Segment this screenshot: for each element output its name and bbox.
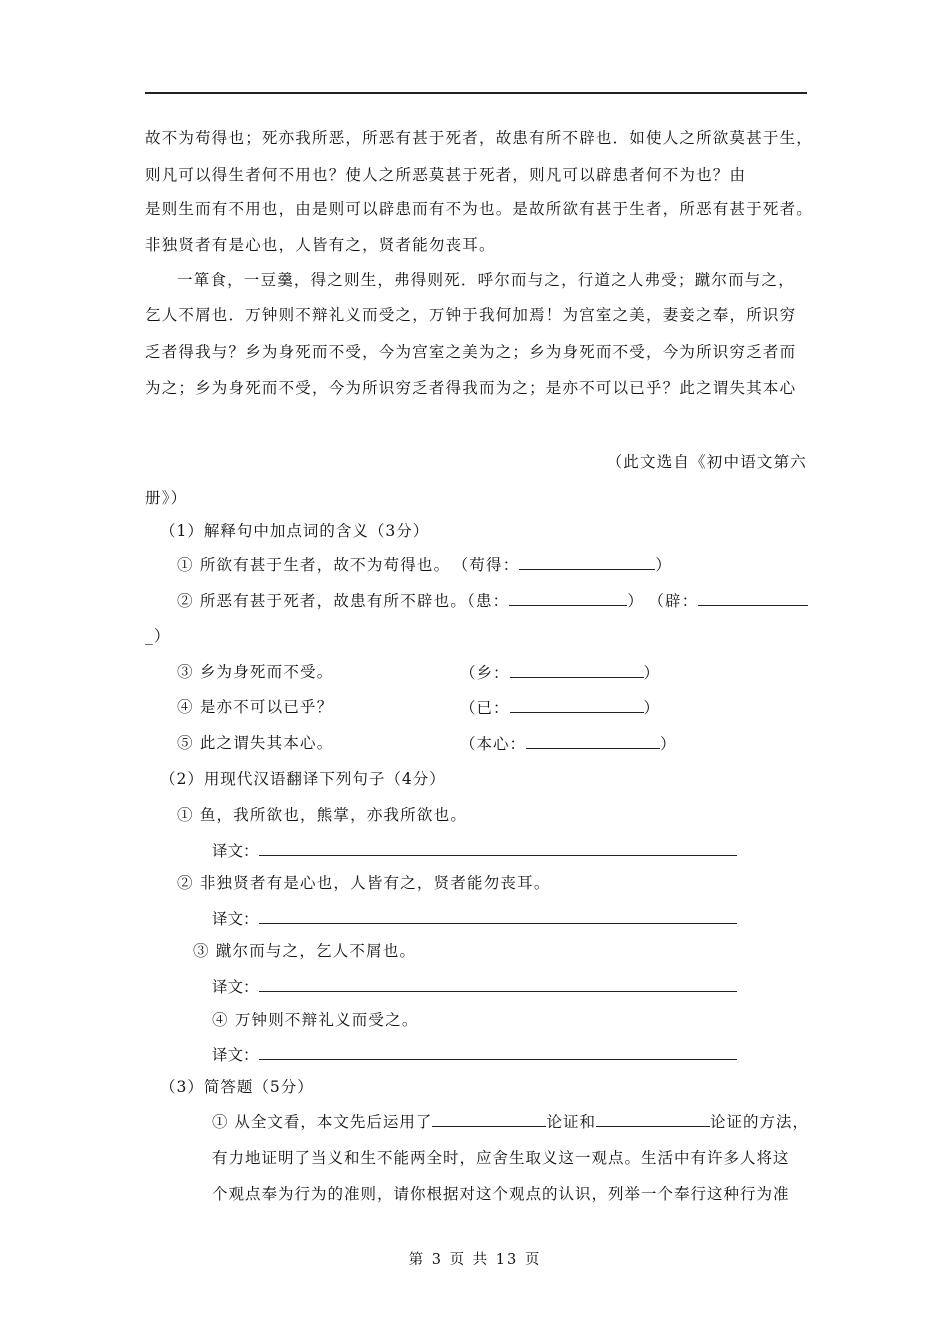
q1-item-5-close: ） <box>660 735 677 753</box>
answer-blank[interactable] <box>509 590 627 606</box>
q1-item-2-text: ② 所恶有甚于死者，故患有所不辟也。 <box>177 592 468 610</box>
q1-item-2-label-huan: （患： <box>467 592 510 610</box>
q1-item-1-text: ① 所欲有甚于生者，故不为苟得也。 <box>177 556 451 574</box>
q2-item-1: ① 鱼，我所欲也，熊掌，亦我所欲也。 <box>177 806 468 824</box>
translation-label: 译文： <box>212 842 259 860</box>
page-footer: 第 3 页 共 13 页 <box>408 1252 542 1268</box>
q2-translation-2 <box>212 908 737 929</box>
q1-item-1-label: （苟得： <box>460 556 520 574</box>
answer-blank[interactable] <box>519 554 655 570</box>
q1-item-2-wrap: _） <box>145 627 171 645</box>
q2-item-2: ② 非独贤者有是心也，人皆有之，贤者能勿丧耳。 <box>177 874 551 892</box>
translation-blank[interactable] <box>259 976 737 992</box>
translation-blank[interactable] <box>259 1044 737 1060</box>
q1-item-4-close: ） <box>643 699 661 717</box>
q3-line-1-c: 论证的方法， <box>709 1113 809 1131</box>
q3-line-1 <box>212 1111 809 1132</box>
q1-item-3-label: （乡： <box>460 664 510 682</box>
translation-label: 译文： <box>212 910 259 928</box>
q1-item-5-answer <box>460 733 677 754</box>
q1-item-4-label: （已： <box>460 699 510 717</box>
passage-line: 故不为苟得也；死亦我所恶，所恶有甚于死者，故患有所不辟也．如使人之所欲莫甚于生， <box>145 129 814 147</box>
q1-title: （1）解释句中加点词的含义（3分） <box>160 522 430 540</box>
q1-item-5-label: （本心： <box>460 735 527 753</box>
q1-item-2 <box>177 590 808 611</box>
passage-line: 乞人不屑也．万钟则不辩礼义而受之，万钟于我何加焉！为宫室之美，妻妾之奉，所识穷 <box>145 306 797 324</box>
q3-line-1-b: 论证和 <box>546 1113 596 1131</box>
q3-line-3: 个观点奉为行为的准则，请你根据对这个观点的认识，列举一个奉行这种行为准 <box>212 1185 790 1203</box>
q1-item-4 <box>177 697 333 717</box>
q1-item-2-close: ） <box>627 592 645 610</box>
answer-blank[interactable] <box>526 733 660 749</box>
source-note: （此文选自《初中语文第六 <box>606 453 807 471</box>
q1-item-4-answer <box>460 697 660 718</box>
answer-blank[interactable] <box>596 1111 710 1127</box>
q1-item-3 <box>177 662 333 682</box>
passage-line: 为之；乡为身死而不受，今为所识穷乏者得我而为之；是亦不可以已乎？此之谓失其本心 <box>145 379 797 397</box>
translation-label: 译文： <box>212 1046 259 1064</box>
q3-line-1-a: ① 从全文看，本文先后运用了 <box>212 1113 433 1131</box>
translation-blank[interactable] <box>259 908 737 924</box>
passage-line: 非独贤者有是心也，人皆有之，贤者能勿丧耳。 <box>145 236 496 254</box>
q2-title: （2）用现代汉语翻译下列句子（4分） <box>160 770 446 788</box>
source-note-cont: 册》） <box>145 489 188 507</box>
q3-line-2: 有力地证明了当义和生不能两全时，应舍生取义这一观点。生活中有许多人将这 <box>212 1149 790 1167</box>
q2-item-4: ④ 万钟则不辩礼义而受之。 <box>212 1011 419 1029</box>
q1-item-3-answer <box>460 662 660 683</box>
passage-line: 是则生而有不用也，由是则可以辟患而有不为也。是故所欲有甚于生者，所恶有甚于死者。 <box>145 200 814 218</box>
passage-line: 一箪食，一豆羹，得之则生，弗得则死．呼尔而与之，行道之人弗受；蹴尔而与之， <box>177 271 795 289</box>
q2-translation-3 <box>212 976 737 997</box>
q1-item-5 <box>177 733 333 753</box>
passage-line: 则凡可以得生者何不用也？使人之所恶莫甚于死者，则凡可以辟患者何不为也？由 <box>145 166 747 184</box>
q2-item-3: ③ 蹴尔而与之，乞人不屑也。 <box>193 942 417 960</box>
q1-item-2-label-bi: （辟： <box>656 592 699 610</box>
q1-item-1 <box>177 554 672 575</box>
translation-blank[interactable] <box>259 840 737 856</box>
q1-item-1-close: ） <box>655 556 673 574</box>
header-rule <box>145 92 807 94</box>
answer-blank[interactable] <box>510 662 644 678</box>
q1-item-3-close: ） <box>643 664 661 682</box>
answer-blank[interactable] <box>432 1111 546 1127</box>
translation-label: 译文： <box>212 978 259 996</box>
q3-title: （3）简答题（5分） <box>160 1078 314 1096</box>
q2-translation-4 <box>212 1044 737 1065</box>
q1-item-5-text: ⑤ 此之谓失其本心。 <box>177 734 334 752</box>
passage-line: 乏者得我与？乡为身死而不受，今为宫室之美为之；乡为身死而不受，今为所识穷乏者而 <box>145 343 797 361</box>
answer-blank[interactable] <box>698 590 808 606</box>
q1-item-4-text: ④ 是亦不可以已乎？ <box>177 698 334 716</box>
q1-item-3-text: ③ 乡为身死而不受。 <box>177 663 334 681</box>
q2-translation-1 <box>212 840 737 861</box>
answer-blank[interactable] <box>510 697 644 713</box>
